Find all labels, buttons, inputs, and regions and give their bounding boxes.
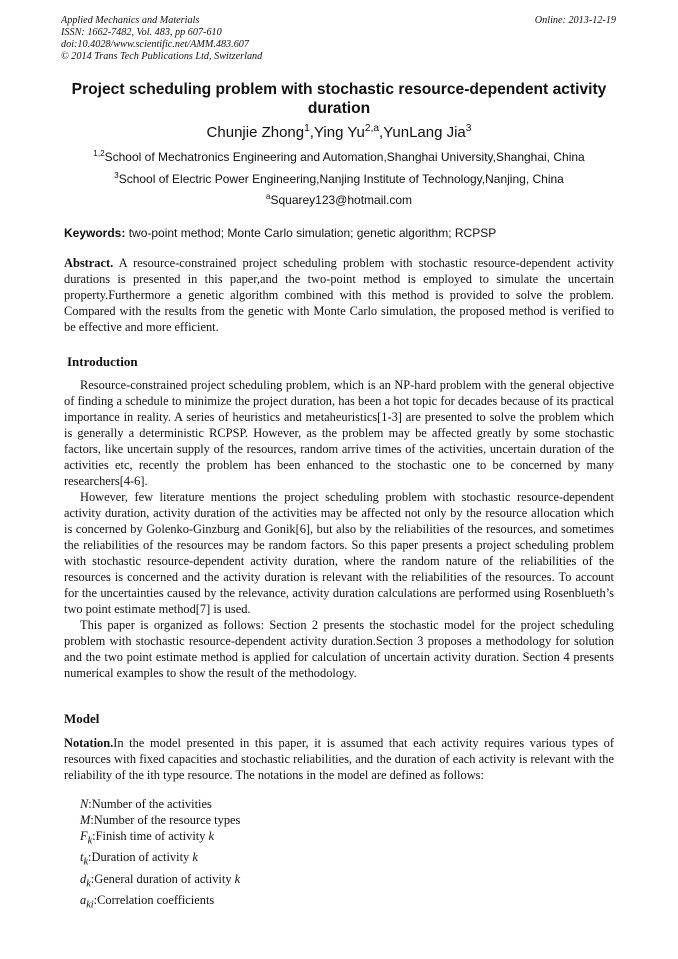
email-sup: a — [265, 192, 271, 201]
notation-list — [80, 796, 240, 914]
notation-item — [80, 871, 240, 892]
affiliation-sup: 3 — [114, 171, 119, 180]
notation-symbol: M — [80, 813, 91, 827]
keywords — [64, 226, 496, 240]
affiliation-sup: 1,2 — [93, 149, 105, 158]
author-email[interactable] — [0, 193, 678, 207]
notation-item — [80, 812, 240, 828]
abstract-text: A resource-constrained project scheduling problem with stochastic resource-dependent activity durations is presented in this paper,and the two-point method is employed to simulate the uncertain property.Furthermore a genetic algorithm combined with this method is provided to solve the problem. Compared with the results from the genetic with Monte Carlo simulation, the proposed method is verified to be effective and more efficient. — [64, 256, 614, 334]
author-sup: 1 — [304, 123, 310, 134]
notation-paragraph — [64, 735, 614, 783]
online-date: Online: 2013-12-19 — [534, 15, 616, 26]
author-sup: 2,a — [364, 123, 380, 134]
notation-symbol: N — [80, 797, 89, 811]
model-heading: Model — [64, 711, 100, 726]
notation-subscript: k — [87, 835, 93, 847]
author-name: YunLang Jia — [383, 124, 466, 141]
notation-item — [80, 828, 240, 849]
intro-paragraph-3: This paper is organized as follows: Section 2 presents the stochastic model for the project scheduling problem with stochastic resource-dependent activity duration.Section 3 proposes a methodology for solution and the two point estimate method is applied for calculation of uncertain activity duration. Section 4 presents numerical examples to show the result of the methodology. — [64, 618, 614, 680]
notation-desc: :Duration of activity — [88, 850, 193, 865]
author-sup: 3 — [465, 123, 472, 134]
intro-paragraph-2: However, few literature mentions the project scheduling problem with stochastic resource-dependent activity duration, activity duration of the activities may be affected not only by the resource allocation which is concerned by Golenko-Ginzburg and Gonik[6], but also by the reliabilities of the resources, and sometimes the reliabilities of the resources may be random factors. So this paper presents a project scheduling problem with stochastic resource-dependent activity duration, where the random nature of the reliabilities of the resources is concerned and the activity duration is relevant with the reliabilities of the resources. To account for the uncertainties caused by the relevance, activity duration calculations are performed using Rosenblueth’s two point estimate method[7] is used. — [64, 490, 614, 616]
author-line: Chunjie Zhong$^1$,Ying Yu$^{2,a}$,YunLang Jia$^3$ — [206, 123, 472, 141]
notation-var: k — [208, 829, 214, 843]
notation-symbol: a — [80, 893, 87, 908]
abstract — [64, 255, 614, 335]
journal-name: Applied Mechanics and Materials — [61, 15, 200, 26]
keywords-label: Keywords: — [64, 226, 126, 240]
notation-desc: :Number of the resource types — [90, 813, 241, 827]
author-name: Ying Yu — [313, 124, 365, 141]
affiliation-text: School of Electric Power Engineering,Nanjing Institute of Technology,Nanjing, China — [118, 172, 564, 186]
author-name: Chunjie Zhong — [206, 124, 305, 141]
introduction-heading: Introduction — [67, 354, 138, 369]
abstract-para — [64, 255, 614, 335]
notation-subscript: ki — [86, 899, 94, 911]
notation-desc: :Number of the activities — [88, 797, 212, 811]
notation-subscript: k — [83, 856, 89, 868]
notation-var: k — [192, 850, 198, 865]
notation-desc: :General duration of activity — [90, 871, 235, 886]
notation-symbol: t — [80, 850, 84, 865]
notation-symbol: F — [80, 829, 88, 843]
notation-item — [80, 849, 240, 870]
notation-symbol: d — [80, 871, 87, 886]
paper-title: Project scheduling problem with stochastic resource-dependent activity duration — [71, 81, 607, 117]
notation-desc: :Correlation coefficients — [93, 893, 215, 908]
affiliation-1 — [0, 150, 678, 164]
copyright: © 2014 Trans Tech Publications Ltd, Switzerland — [61, 51, 263, 62]
notation-item — [80, 796, 240, 812]
keywords-text: two-point method; Monte Carlo simulation; genetic algorithm; RCPSP — [128, 226, 497, 240]
notation-label: Notation. — [64, 736, 114, 750]
journal-header — [61, 15, 262, 63]
affiliation-2 — [0, 172, 678, 186]
notation-text: In the model presented in this paper, it is assumed that each activity requires various types of resources with fixed capacities and stochastic reliabilities, and the duration of each activity is relevant with the reliability of the ith type resource. The notations in the model are defined as follows: — [64, 736, 614, 782]
notation-var: k — [234, 871, 241, 886]
notation-item — [80, 892, 240, 913]
email-text: Squarey123@hotmail.com — [270, 193, 413, 207]
notation-para — [64, 735, 614, 783]
affiliation-text: School of Mechatronics Engineering and Automation,Shanghai University,Shanghai, China — [104, 150, 585, 164]
issn: ISSN: 1662-7482, Vol. 483, pp 607-610 — [61, 27, 222, 38]
doi: doi:10.4028/www.scientific.net/AMM.483.607 — [61, 39, 249, 50]
abstract-label: Abstract. — [64, 256, 114, 270]
intro-paragraph-1: Resource-constrained project scheduling problem, which is an NP-hard problem with the general objective of finding a schedule to minimize the project duration, has been a hot topic for decades because of its practical importance in reality. A series of heuristics and metaheuristics[1-3] are presented to solve the problem which is generally a deterministic RCPSP. However, as the problem may be affected greatly by some stochastic factors, like uncertain supply of the resources, random arrive times of the activities, uncertain duration of the activities etc, recently the problem has been enhanced to the stochastic one to be concerned by many researchers[4-6]. — [64, 378, 614, 488]
notation-desc: :Finish time of activity — [92, 829, 209, 843]
notation-subscript: k — [86, 878, 91, 890]
introduction-body — [64, 377, 614, 681]
